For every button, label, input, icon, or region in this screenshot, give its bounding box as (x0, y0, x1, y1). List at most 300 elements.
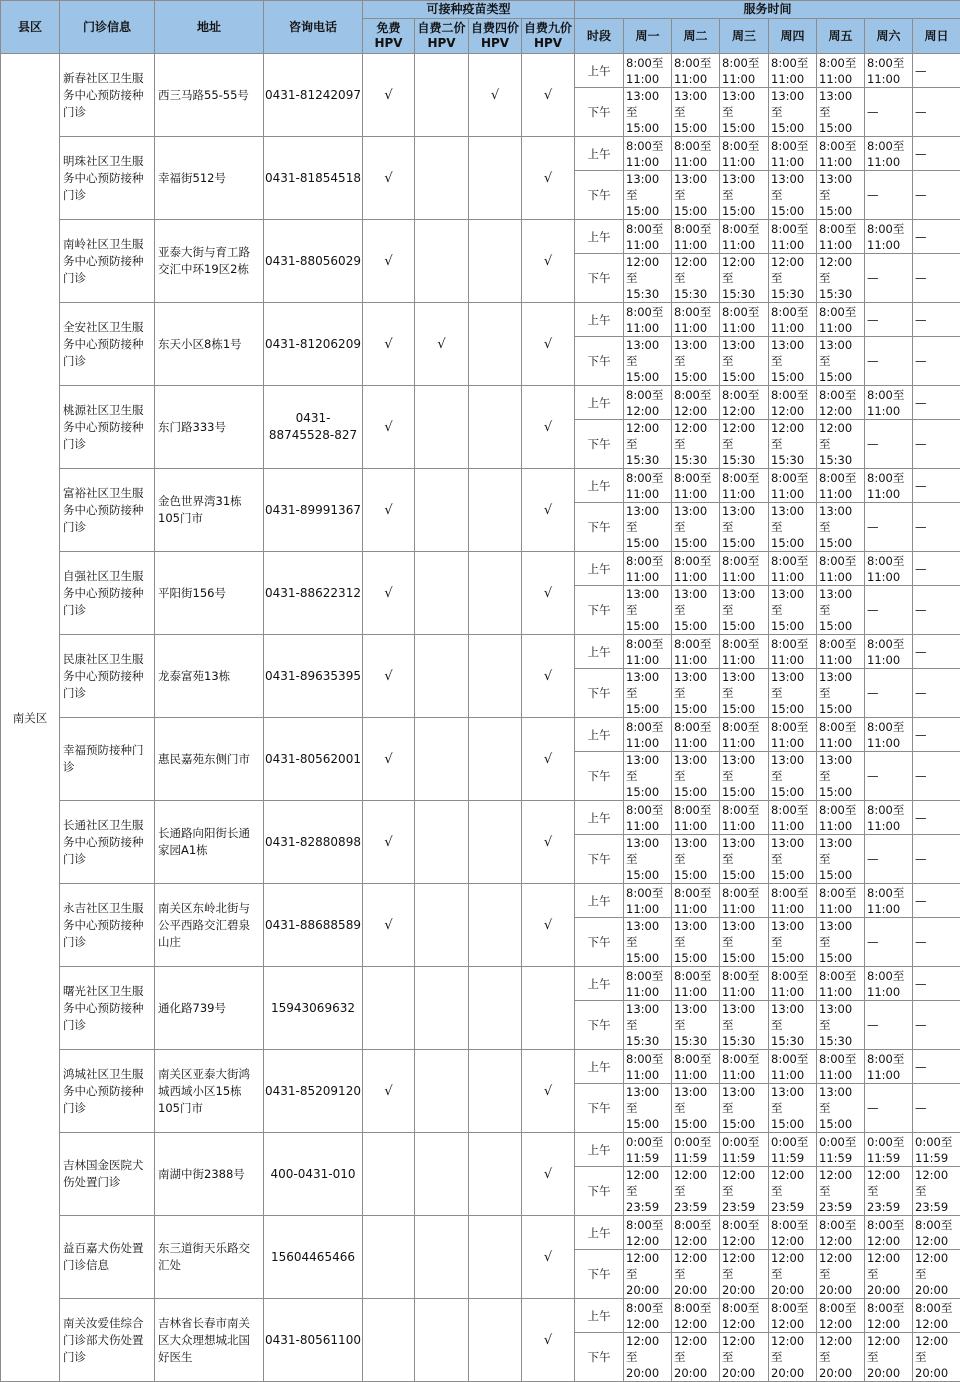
pm-time-cell: 13:00至15:00 (624, 669, 672, 718)
pm-time-cell: — (913, 1084, 960, 1133)
header-clinic: 门诊信息 (60, 1, 155, 54)
vaccine-check-2 (469, 137, 522, 220)
am-time-cell: 8:00至12:00 (624, 1299, 672, 1333)
table-row (1, 967, 960, 1001)
pm-time-cell: 13:00至15:00 (720, 669, 769, 718)
vaccine-check-3: √ (522, 137, 575, 220)
am-time-cell: 8:00至11:00 (624, 884, 672, 918)
pm-time-cell: 13:00至15:00 (817, 1084, 865, 1133)
clinic-phone: 0431-88622312 (264, 552, 363, 635)
period-pm: 下午 (575, 88, 624, 137)
header-day: 周五 (817, 19, 865, 54)
clinic-phone: 0431-85209120 (264, 1050, 363, 1133)
am-time-cell: 8:00至11:00 (865, 54, 913, 88)
am-time-cell: 8:00至12:00 (865, 1216, 913, 1250)
pm-time-cell: 13:00至15:00 (817, 88, 865, 137)
am-time-cell: 8:00至11:00 (865, 801, 913, 835)
am-time-cell: 8:00至11:00 (769, 54, 817, 88)
vaccine-check-1 (415, 552, 469, 635)
clinic-address: 幸福街512号 (155, 137, 264, 220)
table-row (1, 1299, 960, 1333)
clinic-phone: 0431-81854518 (264, 137, 363, 220)
clinic-phone: 0431-80561100 (264, 1299, 363, 1382)
clinic-address: 东天小区8栋1号 (155, 303, 264, 386)
pm-time-cell: 12:00至15:30 (817, 420, 865, 469)
vaccine-check-3 (522, 967, 575, 1050)
pm-time-cell: 13:00至15:00 (769, 337, 817, 386)
period-pm: 下午 (575, 171, 624, 220)
pm-time-cell: 13:00至15:00 (624, 586, 672, 635)
am-time-cell: 8:00至11:00 (624, 303, 672, 337)
am-time-cell: 8:00至11:00 (672, 967, 720, 1001)
am-time-cell: 8:00至11:00 (817, 220, 865, 254)
pm-time-cell: — (865, 254, 913, 303)
vaccine-check-2 (469, 552, 522, 635)
vaccine-check-2 (469, 386, 522, 469)
pm-time-cell: 13:00至15:00 (672, 752, 720, 801)
clinic-name: 自强社区卫生服务中心预防接种门诊 (60, 552, 155, 635)
vaccine-check-0: √ (363, 635, 415, 718)
am-time-cell: 8:00至11:00 (817, 884, 865, 918)
pm-time-cell: 13:00至15:30 (720, 1001, 769, 1050)
pm-time-cell: 12:00至23:59 (913, 1167, 960, 1216)
vaccine-check-0: √ (363, 386, 415, 469)
vaccine-check-2 (469, 1299, 522, 1382)
pm-time-cell: 12:00至15:30 (720, 254, 769, 303)
am-time-cell: 8:00至11:00 (865, 137, 913, 171)
clinic-name: 长通社区卫生服务中心预防接种门诊 (60, 801, 155, 884)
am-time-cell: — (913, 552, 960, 586)
vaccine-check-1 (415, 884, 469, 967)
pm-time-cell: 12:00至20:00 (817, 1333, 865, 1382)
vaccine-check-2 (469, 635, 522, 718)
pm-time-cell: 13:00至15:00 (672, 88, 720, 137)
vaccine-check-3: √ (522, 54, 575, 137)
am-time-cell: 8:00至12:00 (624, 1216, 672, 1250)
period-am: 上午 (575, 1050, 624, 1084)
am-time-cell: — (913, 1050, 960, 1084)
pm-time-cell: 13:00至15:00 (624, 171, 672, 220)
pm-time-cell: 12:00至15:30 (624, 254, 672, 303)
am-time-cell: 8:00至11:00 (624, 718, 672, 752)
period-am: 上午 (575, 469, 624, 503)
pm-time-cell: 13:00至15:00 (720, 503, 769, 552)
header-day: 周二 (672, 19, 720, 54)
clinic-address: 南关区东岭北街与公平西路交汇碧泉山庄 (155, 884, 264, 967)
pm-time-cell: — (865, 171, 913, 220)
vaccine-check-2: √ (469, 54, 522, 137)
pm-time-cell: 12:00至20:00 (913, 1333, 960, 1382)
header-service-group: 服务时间 (575, 1, 960, 19)
vaccine-check-1 (415, 54, 469, 137)
am-time-cell: 0:00至11:59 (769, 1133, 817, 1167)
am-time-cell: 8:00至11:00 (865, 967, 913, 1001)
vaccine-check-2 (469, 718, 522, 801)
pm-time-cell: 13:00至15:00 (817, 752, 865, 801)
period-pm: 下午 (575, 835, 624, 884)
pm-time-cell: — (913, 835, 960, 884)
period-am: 上午 (575, 884, 624, 918)
pm-time-cell: — (913, 254, 960, 303)
pm-time-cell: — (865, 420, 913, 469)
pm-time-cell: — (913, 420, 960, 469)
vaccine-check-3: √ (522, 884, 575, 967)
pm-time-cell: — (913, 171, 960, 220)
header-address: 地址 (155, 1, 264, 54)
am-time-cell: 8:00至11:00 (624, 469, 672, 503)
pm-time-cell: 13:00至15:00 (769, 835, 817, 884)
pm-time-cell: 12:00至15:30 (672, 420, 720, 469)
clinic-address: 南湖中街2388号 (155, 1133, 264, 1216)
pm-time-cell: 13:00至15:00 (817, 503, 865, 552)
am-time-cell: 8:00至11:00 (769, 1050, 817, 1084)
vaccine-check-1 (415, 1299, 469, 1382)
clinic-name: 幸福预防接种门诊 (60, 718, 155, 801)
vaccine-check-3: √ (522, 1050, 575, 1133)
am-time-cell: 8:00至11:00 (865, 718, 913, 752)
pm-time-cell: 13:00至15:00 (672, 918, 720, 967)
vaccine-check-0 (363, 1216, 415, 1299)
period-am: 上午 (575, 552, 624, 586)
am-time-cell: 8:00至12:00 (817, 1299, 865, 1333)
am-time-cell: — (913, 884, 960, 918)
pm-time-cell: 13:00至15:00 (624, 1084, 672, 1133)
clinic-address: 龙泰富苑13栋 (155, 635, 264, 718)
am-time-cell: 8:00至11:00 (624, 1050, 672, 1084)
pm-time-cell: 13:00至15:00 (720, 171, 769, 220)
pm-time-cell: 13:00至15:00 (720, 752, 769, 801)
table-row (1, 54, 960, 88)
pm-time-cell: 12:00至23:59 (817, 1167, 865, 1216)
am-time-cell: 8:00至11:00 (865, 220, 913, 254)
am-time-cell: 8:00至11:00 (769, 220, 817, 254)
am-time-cell: 8:00至12:00 (817, 1216, 865, 1250)
am-time-cell: — (913, 137, 960, 171)
am-time-cell: 8:00至12:00 (913, 1216, 960, 1250)
pm-time-cell: — (865, 1001, 913, 1050)
am-time-cell: 0:00至11:59 (720, 1133, 769, 1167)
vaccine-check-3: √ (522, 635, 575, 718)
am-time-cell: — (913, 54, 960, 88)
am-time-cell: 8:00至11:00 (624, 967, 672, 1001)
pm-time-cell: 13:00至15:00 (672, 171, 720, 220)
pm-time-cell: 13:00至15:00 (817, 337, 865, 386)
table-row (1, 386, 960, 420)
am-time-cell: — (913, 303, 960, 337)
am-time-cell: 8:00至12:00 (769, 1216, 817, 1250)
clinic-name: 益百嘉犬伤处置门诊信息 (60, 1216, 155, 1299)
table-row (1, 884, 960, 918)
clinic-phone: 15943069632 (264, 967, 363, 1050)
am-time-cell: 8:00至11:00 (865, 552, 913, 586)
period-am: 上午 (575, 386, 624, 420)
am-time-cell: 8:00至12:00 (672, 386, 720, 420)
am-time-cell: 8:00至11:00 (720, 303, 769, 337)
vaccine-check-0: √ (363, 884, 415, 967)
pm-time-cell: 13:00至15:30 (672, 1001, 720, 1050)
clinic-phone: 0431-80562001 (264, 718, 363, 801)
am-time-cell: 8:00至12:00 (769, 386, 817, 420)
table-row (1, 220, 960, 254)
vaccine-check-1 (415, 801, 469, 884)
am-time-cell: 8:00至11:00 (720, 552, 769, 586)
am-time-cell: 8:00至11:00 (769, 801, 817, 835)
table-row (1, 137, 960, 171)
vaccine-check-1 (415, 1133, 469, 1216)
vaccine-check-3: √ (522, 1299, 575, 1382)
vaccine-check-3: √ (522, 469, 575, 552)
clinic-address: 通化路739号 (155, 967, 264, 1050)
pm-time-cell: 13:00至15:00 (769, 1084, 817, 1133)
period-pm: 下午 (575, 1333, 624, 1382)
header-day: 周日 (913, 19, 960, 54)
table-body (1, 54, 960, 1382)
table-row (1, 1216, 960, 1250)
clinic-address: 亚泰大街与育工路交汇中环19区2栋 (155, 220, 264, 303)
period-pm: 下午 (575, 752, 624, 801)
vaccine-check-1 (415, 967, 469, 1050)
am-time-cell: 8:00至11:00 (672, 1050, 720, 1084)
header-day: 周四 (769, 19, 817, 54)
pm-time-cell: 13:00至15:00 (672, 503, 720, 552)
pm-time-cell: 13:00至15:00 (720, 918, 769, 967)
clinic-phone: 0431-89991367 (264, 469, 363, 552)
clinic-name: 新春社区卫生服务中心预防接种门诊 (60, 54, 155, 137)
am-time-cell: 8:00至11:00 (720, 635, 769, 669)
pm-time-cell: 13:00至15:00 (624, 752, 672, 801)
am-time-cell: 0:00至11:59 (672, 1133, 720, 1167)
am-time-cell: 8:00至11:00 (672, 718, 720, 752)
vaccine-check-0 (363, 1133, 415, 1216)
header-day: 周六 (865, 19, 913, 54)
period-am: 上午 (575, 967, 624, 1001)
pm-time-cell: 13:00至15:00 (672, 586, 720, 635)
am-time-cell: 8:00至11:00 (865, 386, 913, 420)
pm-time-cell: — (913, 88, 960, 137)
am-time-cell: 8:00至11:00 (720, 1050, 769, 1084)
am-time-cell: 8:00至11:00 (865, 884, 913, 918)
am-time-cell: 8:00至11:00 (720, 967, 769, 1001)
pm-time-cell: 13:00至15:00 (672, 835, 720, 884)
pm-time-cell: 13:00至15:00 (817, 669, 865, 718)
clinic-phone: 0431-81242097 (264, 54, 363, 137)
pm-time-cell: — (865, 503, 913, 552)
am-time-cell: 8:00至11:00 (817, 469, 865, 503)
am-time-cell: 8:00至11:00 (817, 801, 865, 835)
am-time-cell: 8:00至11:00 (769, 967, 817, 1001)
vaccine-check-1 (415, 137, 469, 220)
header-period: 时段 (575, 19, 624, 54)
period-pm: 下午 (575, 669, 624, 718)
pm-time-cell: 12:00至15:30 (720, 420, 769, 469)
clinic-address: 吉林省长春市南关区大众理想城北国好医生 (155, 1299, 264, 1382)
am-time-cell: 8:00至11:00 (865, 469, 913, 503)
am-time-cell: 8:00至11:00 (865, 1050, 913, 1084)
am-time-cell: 8:00至11:00 (817, 718, 865, 752)
pm-time-cell: 13:00至15:00 (672, 337, 720, 386)
am-time-cell: — (913, 967, 960, 1001)
clinic-phone: 0431-82880898 (264, 801, 363, 884)
header-day: 周三 (720, 19, 769, 54)
period-am: 上午 (575, 303, 624, 337)
am-time-cell: 8:00至11:00 (672, 801, 720, 835)
clinic-name: 永吉社区卫生服务中心预防接种门诊 (60, 884, 155, 967)
clinic-address: 西三马路55-55号 (155, 54, 264, 137)
pm-time-cell: 12:00至20:00 (624, 1333, 672, 1382)
am-time-cell: 8:00至11:00 (720, 54, 769, 88)
am-time-cell: 8:00至11:00 (817, 552, 865, 586)
vaccine-check-3: √ (522, 1216, 575, 1299)
header-district: 县区 (1, 1, 60, 54)
am-time-cell: 0:00至11:59 (817, 1133, 865, 1167)
pm-time-cell: 13:00至15:00 (769, 503, 817, 552)
pm-time-cell: — (913, 752, 960, 801)
am-time-cell: 8:00至12:00 (913, 1299, 960, 1333)
clinic-name: 鸿城社区卫生服务中心预防接种门诊 (60, 1050, 155, 1133)
am-time-cell: — (913, 635, 960, 669)
pm-time-cell: 12:00至23:59 (865, 1167, 913, 1216)
clinic-phone: 0431-88688589 (264, 884, 363, 967)
clinic-name: 南岭社区卫生服务中心预防接种门诊 (60, 220, 155, 303)
clinic-phone: 0431-81206209 (264, 303, 363, 386)
am-time-cell: 8:00至12:00 (865, 1299, 913, 1333)
am-time-cell: 8:00至11:00 (817, 635, 865, 669)
pm-time-cell: 13:00至15:00 (720, 88, 769, 137)
vaccine-check-2 (469, 1050, 522, 1133)
clinic-address: 金色世界湾31栋105门市 (155, 469, 264, 552)
clinic-phone: 0431-88745528-827 (264, 386, 363, 469)
am-time-cell: 8:00至11:00 (769, 635, 817, 669)
pm-time-cell: 12:00至20:00 (720, 1333, 769, 1382)
am-time-cell: 8:00至12:00 (769, 1299, 817, 1333)
vaccine-check-1 (415, 1216, 469, 1299)
am-time-cell: 8:00至11:00 (672, 137, 720, 171)
am-time-cell: 8:00至11:00 (624, 54, 672, 88)
pm-time-cell: — (865, 88, 913, 137)
vaccine-check-3: √ (522, 1133, 575, 1216)
pm-time-cell: 13:00至15:00 (672, 669, 720, 718)
am-time-cell: 8:00至11:00 (720, 718, 769, 752)
am-time-cell: 8:00至11:00 (769, 884, 817, 918)
period-am: 上午 (575, 54, 624, 88)
clinic-name: 桃源社区卫生服务中心预防接种门诊 (60, 386, 155, 469)
vaccine-check-0: √ (363, 1050, 415, 1133)
pm-time-cell: 13:00至15:00 (672, 1084, 720, 1133)
pm-time-cell: 13:00至15:00 (720, 1084, 769, 1133)
vaccine-check-0 (363, 967, 415, 1050)
am-time-cell: 8:00至11:00 (720, 220, 769, 254)
am-time-cell: 8:00至11:00 (672, 469, 720, 503)
am-time-cell: 8:00至12:00 (720, 386, 769, 420)
pm-time-cell: 12:00至20:00 (672, 1333, 720, 1382)
clinic-address: 平阳街156号 (155, 552, 264, 635)
am-time-cell: 8:00至11:00 (817, 1050, 865, 1084)
vaccine-check-0: √ (363, 469, 415, 552)
am-time-cell: 8:00至12:00 (672, 1216, 720, 1250)
pm-time-cell: 12:00至20:00 (865, 1250, 913, 1299)
period-pm: 下午 (575, 1250, 624, 1299)
pm-time-cell: 13:00至15:00 (769, 918, 817, 967)
header-vaccine: 自费二价 HPV (415, 19, 469, 54)
pm-time-cell: 12:00至15:30 (624, 420, 672, 469)
am-time-cell: 8:00至11:00 (817, 303, 865, 337)
table-row (1, 469, 960, 503)
clinic-name: 吉林国金医院犬伤处置门诊 (60, 1133, 155, 1216)
am-time-cell: 8:00至11:00 (720, 469, 769, 503)
table-row (1, 801, 960, 835)
am-time-cell: 8:00至11:00 (865, 635, 913, 669)
vaccine-check-1 (415, 1050, 469, 1133)
am-time-cell: — (913, 469, 960, 503)
am-time-cell: 8:00至11:00 (672, 303, 720, 337)
period-am: 上午 (575, 718, 624, 752)
pm-time-cell: — (865, 918, 913, 967)
vaccine-check-1 (415, 718, 469, 801)
clinic-name: 民康社区卫生服务中心预防接种门诊 (60, 635, 155, 718)
header-vaccine: 免费 HPV (363, 19, 415, 54)
clinic-name: 富裕社区卫生服务中心预防接种门诊 (60, 469, 155, 552)
vaccine-check-2 (469, 884, 522, 967)
am-time-cell: 8:00至12:00 (720, 1216, 769, 1250)
period-am: 上午 (575, 137, 624, 171)
pm-time-cell: 13:00至15:00 (769, 669, 817, 718)
period-am: 上午 (575, 801, 624, 835)
clinic-name: 明珠社区卫生服务中心预防接种门诊 (60, 137, 155, 220)
clinic-name: 曙光社区卫生服务中心预防接种门诊 (60, 967, 155, 1050)
pm-time-cell: 13:00至15:00 (769, 586, 817, 635)
am-time-cell: 8:00至11:00 (720, 801, 769, 835)
period-pm: 下午 (575, 337, 624, 386)
pm-time-cell: 12:00至20:00 (769, 1333, 817, 1382)
am-time-cell: 8:00至11:00 (624, 635, 672, 669)
vaccine-check-1 (415, 386, 469, 469)
pm-time-cell: 12:00至15:30 (817, 254, 865, 303)
pm-time-cell: 13:00至15:00 (624, 918, 672, 967)
pm-time-cell: 13:00至15:00 (624, 337, 672, 386)
period-am: 上午 (575, 1216, 624, 1250)
pm-time-cell: — (865, 337, 913, 386)
am-time-cell: 8:00至11:00 (672, 552, 720, 586)
pm-time-cell: — (913, 586, 960, 635)
pm-time-cell: 13:00至15:00 (817, 586, 865, 635)
am-time-cell: 8:00至11:00 (769, 469, 817, 503)
period-am: 上午 (575, 220, 624, 254)
pm-time-cell: 13:00至15:00 (769, 171, 817, 220)
am-time-cell: 8:00至11:00 (672, 220, 720, 254)
pm-time-cell: — (865, 752, 913, 801)
am-time-cell: 8:00至11:00 (672, 884, 720, 918)
period-pm: 下午 (575, 503, 624, 552)
pm-time-cell: 13:00至15:00 (720, 586, 769, 635)
vaccine-check-2 (469, 967, 522, 1050)
pm-time-cell: — (913, 503, 960, 552)
vaccine-check-1 (415, 469, 469, 552)
am-time-cell: — (865, 303, 913, 337)
pm-time-cell: 12:00至23:59 (624, 1167, 672, 1216)
am-time-cell: 8:00至12:00 (817, 386, 865, 420)
am-time-cell: 0:00至11:59 (624, 1133, 672, 1167)
period-am: 上午 (575, 1133, 624, 1167)
clinic-phone: 15604465466 (264, 1216, 363, 1299)
am-time-cell: — (913, 718, 960, 752)
pm-time-cell: 13:00至15:30 (769, 1001, 817, 1050)
pm-time-cell: — (865, 669, 913, 718)
vaccine-check-2 (469, 469, 522, 552)
clinic-name: 南关汝爱佳综合门诊部犬伤处置门诊 (60, 1299, 155, 1382)
vaccine-check-2 (469, 801, 522, 884)
pm-time-cell: 12:00至20:00 (817, 1250, 865, 1299)
pm-time-cell: 12:00至20:00 (672, 1250, 720, 1299)
